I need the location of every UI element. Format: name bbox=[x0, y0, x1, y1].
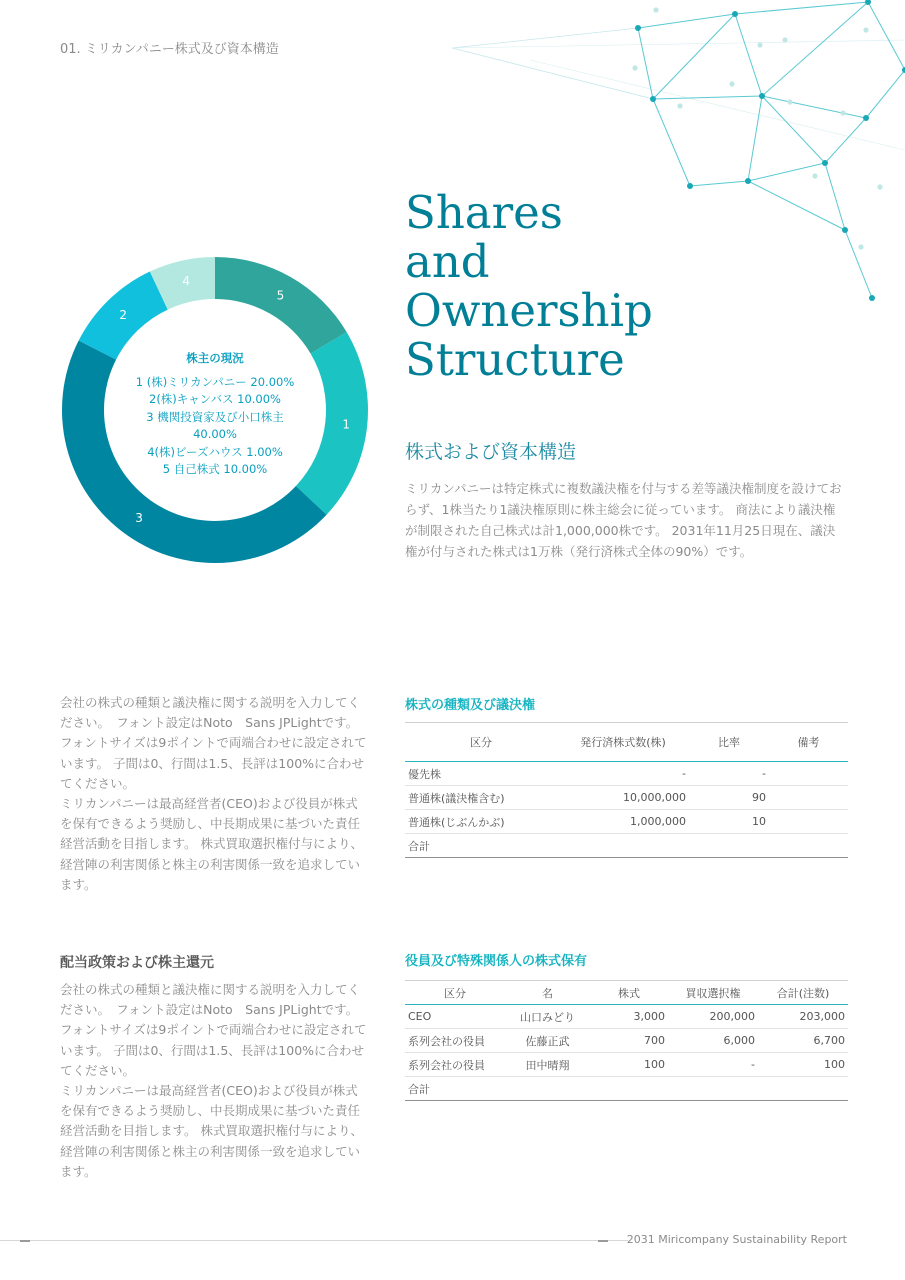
cell-shares: 100 bbox=[590, 1053, 668, 1077]
network-line bbox=[762, 96, 866, 118]
cell-category: 普通株(じぶんかぶ) bbox=[405, 810, 557, 834]
table-row bbox=[405, 786, 848, 810]
intro-paragraph: ミリカンパニーは特定株式に複数議決権を付与する差等議決権制度を設けておらず、1株当たり1議決権原則に株主総会に従っています。 商法により議決権が制限された自己株式は計1,000,000株です。 2031年11月25日現在、議決権が付与された株式は1万株（発行済株式全体の90%）です。 bbox=[405, 481, 842, 559]
network-node bbox=[858, 244, 863, 249]
cell-options: - bbox=[668, 1053, 758, 1077]
column-header: 発行済株式数(株) bbox=[557, 723, 689, 762]
table-header-row bbox=[405, 723, 848, 762]
cell-ratio: 10 bbox=[689, 810, 769, 834]
cell-total: 6,700 bbox=[758, 1029, 848, 1053]
page-title-en bbox=[405, 188, 735, 384]
network-node bbox=[732, 11, 738, 17]
legend-line: 3 機関投資家及び小口株主 bbox=[146, 409, 284, 424]
network-line bbox=[748, 96, 762, 181]
cell-category: 系列会社の役員 bbox=[405, 1053, 505, 1077]
table-header-row bbox=[405, 981, 848, 1005]
cell-ratio bbox=[689, 834, 769, 858]
network-line bbox=[866, 70, 905, 118]
dividend-description: 会社の株式の種類と議決権に関する説明を入力してください。 フォント設定はNoto Sans JPLightです。 フォントサイズは9ポイントで両端合わせに設定されています。 子間は0、行間は1.5、長評は100%に合わせてください。 ミリカンパニーは最高経営者(CEO)および役員が株式を保有できるよう奨励し、中長期成果に基づいた責任経営活動を目指します。 株式買取選択権付与により、経営陣の利害関係と株主の利害関係一致を追求しています。 bbox=[60, 982, 367, 1179]
network-node bbox=[635, 25, 641, 31]
network-node bbox=[869, 295, 875, 301]
network-node bbox=[822, 160, 828, 166]
cell-total bbox=[758, 1077, 848, 1101]
footer-divider bbox=[0, 1240, 628, 1241]
shareholder-donut-chart bbox=[55, 250, 375, 570]
title-line: Shares bbox=[405, 186, 563, 239]
network-node bbox=[842, 227, 848, 233]
slice-label: 5 bbox=[276, 288, 285, 303]
network-node bbox=[653, 7, 658, 12]
network-node bbox=[650, 96, 656, 102]
table2-title: 役員及び特殊関係人の株式保有 bbox=[405, 954, 588, 969]
cell-category: 系列会社の役員 bbox=[405, 1029, 505, 1053]
network-line bbox=[748, 181, 845, 230]
cell-category: 優先株 bbox=[405, 762, 557, 786]
title-line: and bbox=[405, 235, 490, 288]
network-line bbox=[452, 48, 653, 99]
network-line bbox=[825, 118, 866, 163]
network-node bbox=[729, 81, 734, 86]
cell-name bbox=[505, 1077, 590, 1101]
network-node bbox=[840, 110, 845, 115]
network-node bbox=[863, 27, 868, 32]
cell-shares: 3,000 bbox=[590, 1005, 668, 1029]
network-line bbox=[653, 14, 735, 99]
cell-options bbox=[668, 1077, 758, 1101]
table1-title: 株式の種類及び議決権 bbox=[405, 698, 536, 713]
cell-name: 佐藤正武 bbox=[505, 1029, 590, 1053]
donut-title: 株主の現況 bbox=[186, 351, 244, 365]
network-line bbox=[845, 230, 872, 298]
cell-category: 普通株(議決権含む) bbox=[405, 786, 557, 810]
cell-ratio: - bbox=[689, 762, 769, 786]
footer-marker bbox=[20, 1240, 30, 1242]
title-line: Ownership bbox=[405, 284, 653, 337]
share-types-table bbox=[405, 722, 848, 858]
table-total-row bbox=[405, 834, 848, 858]
network-line bbox=[653, 99, 690, 186]
network-node bbox=[877, 184, 882, 189]
cell-note bbox=[769, 762, 848, 786]
network-line bbox=[690, 181, 748, 186]
page-title-jp: 株式および資本構造 bbox=[405, 441, 577, 463]
table-row bbox=[405, 810, 848, 834]
dividend-section-title: 配当政策および株主還元 bbox=[60, 955, 214, 971]
legend-line: 2(株)キャンバス 10.00% bbox=[149, 392, 281, 406]
cell-shares: 10,000,000 bbox=[557, 786, 689, 810]
network-line bbox=[825, 163, 845, 230]
network-line bbox=[653, 96, 762, 99]
network-line bbox=[748, 163, 825, 181]
legend-line: 40.00% bbox=[193, 427, 237, 441]
network-node bbox=[787, 99, 792, 104]
legend-line: 1 (株)ミリカンパニー 20.00% bbox=[135, 374, 295, 389]
cell-options: 200,000 bbox=[668, 1005, 758, 1029]
slice-label: 1 bbox=[342, 417, 351, 432]
donut-slice-1 bbox=[296, 332, 368, 515]
cell-shares bbox=[590, 1077, 668, 1101]
table-total-row bbox=[405, 1077, 848, 1101]
network-line bbox=[762, 96, 825, 163]
network-line bbox=[762, 2, 868, 96]
cell-category: 合計 bbox=[405, 834, 557, 858]
column-header: 区分 bbox=[405, 981, 505, 1005]
cell-shares: 700 bbox=[590, 1029, 668, 1053]
title-line: Structure bbox=[405, 333, 625, 386]
cell-total: 203,000 bbox=[758, 1005, 848, 1029]
network-node bbox=[863, 115, 869, 121]
column-header: 株式 bbox=[590, 981, 668, 1005]
network-node bbox=[677, 103, 682, 108]
column-header: 比率 bbox=[689, 723, 769, 762]
cell-note bbox=[769, 834, 848, 858]
slice-label: 4 bbox=[182, 274, 191, 289]
table-row bbox=[405, 1053, 848, 1077]
network-line bbox=[868, 2, 905, 70]
network-node bbox=[745, 178, 751, 184]
network-line bbox=[452, 40, 905, 48]
network-line bbox=[735, 14, 762, 96]
network-node bbox=[759, 93, 765, 99]
cell-note bbox=[769, 810, 848, 834]
cell-shares: 1,000,000 bbox=[557, 810, 689, 834]
cell-name: 田中晴翔 bbox=[505, 1053, 590, 1077]
cell-shares: - bbox=[557, 762, 689, 786]
column-header: 合計(注数) bbox=[758, 981, 848, 1005]
cell-total: 100 bbox=[758, 1053, 848, 1077]
cell-shares bbox=[557, 834, 689, 858]
footer-text: 2031 Miricompany Sustainability Report bbox=[626, 1233, 847, 1246]
shares-description: 会社の株式の種類と議決権に関する説明を入力してください。 フォント設定はNoto Sans JPLightです。 フォントサイズは9ポイントで両端合わせに設定されています。 子間は0、行間は1.5、長評は100%に合わせてください。 ミリカンパニーは最高経営者(CEO)および役員が株式を保有できるよう奨励し、中長期成果に基づいた責任経営活動を目指します。 株式買取選択権付与により、経営陣の利害関係と株主の利害関係一致を追求しています。 bbox=[60, 695, 367, 892]
cell-category: 合計 bbox=[405, 1077, 505, 1101]
column-header: 備考 bbox=[769, 723, 848, 762]
cell-note bbox=[769, 786, 848, 810]
cell-name: 山口みどり bbox=[505, 1005, 590, 1029]
column-header: 買収選択権 bbox=[668, 981, 758, 1005]
legend-line: 4(株)ビーズハウス 1.00% bbox=[147, 444, 283, 459]
network-node bbox=[757, 42, 762, 47]
column-header: 名 bbox=[505, 981, 590, 1005]
network-line bbox=[735, 2, 868, 14]
cell-options: 6,000 bbox=[668, 1029, 758, 1053]
network-node bbox=[812, 173, 817, 178]
cell-ratio: 90 bbox=[689, 786, 769, 810]
legend-line: 5 自己株式 10.00% bbox=[162, 462, 268, 476]
network-node bbox=[632, 65, 637, 70]
executive-holdings-table bbox=[405, 980, 848, 1101]
slice-label: 3 bbox=[135, 510, 143, 525]
table-row bbox=[405, 762, 848, 786]
donut-legend bbox=[125, 350, 305, 479]
cell-category: CEO bbox=[405, 1005, 505, 1029]
column-header: 区分 bbox=[405, 723, 557, 762]
network-line bbox=[638, 14, 735, 28]
breadcrumb: 01. ミリカンパニー株式及び資本構造 bbox=[60, 42, 279, 57]
table-row bbox=[405, 1005, 848, 1029]
slice-label: 2 bbox=[119, 308, 127, 323]
table-row bbox=[405, 1029, 848, 1053]
footer-marker bbox=[598, 1240, 608, 1242]
network-line bbox=[638, 28, 653, 99]
network-node bbox=[782, 37, 787, 42]
donut-slice-5 bbox=[215, 257, 347, 353]
